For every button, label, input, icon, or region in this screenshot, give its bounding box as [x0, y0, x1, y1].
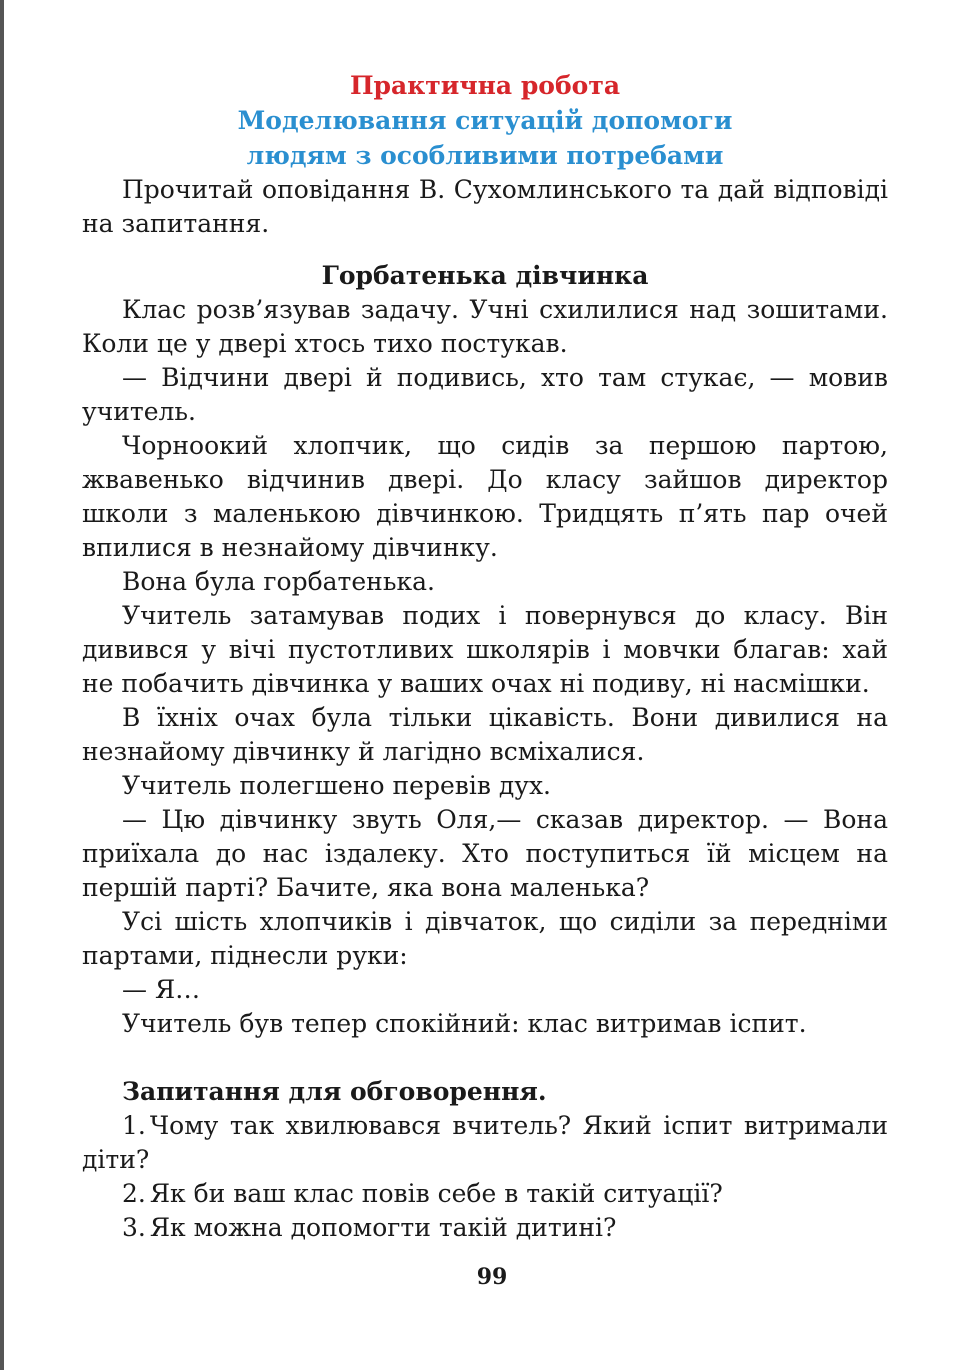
question-text: Чому так хвилювався вчитель? Який іспит витримали діти?	[82, 1111, 888, 1174]
story-paragraph: — Я…	[122, 975, 201, 1004]
question-item	[82, 1211, 888, 1245]
questions-list	[82, 1109, 888, 1245]
story-paragraph: Учитель полегшено перевів дух.	[122, 771, 552, 800]
question-item	[82, 1109, 888, 1177]
page-content	[82, 68, 888, 1245]
story-paragraph: — Цю дівчинку звуть Оля,— сказав директор. — Вона приїхала до нас іздалеку. Хто поступиться їй місцем на першій парті? Бачите, яка вона маленька?	[82, 805, 888, 902]
story-paragraph: Клас розв’язував задачу. Учні схилилися над зошитами. Коли це у двері хтось тихо постукав.	[82, 295, 888, 358]
story-text	[82, 293, 888, 1041]
story-paragraph: Учитель затамував подих і повернувся до класу. Він дивився у вічі пустотливих школярів і мовчки благав: хай не побачить дівчинка у ваших очах ні подиву, ні насмішки.	[82, 601, 888, 698]
question-text: Як можна допомогти такій дитині?	[149, 1213, 617, 1242]
question-text: Як би ваш клас повів себе в такій ситуації?	[149, 1179, 723, 1208]
story-paragraph: Чорноокий хлопчик, що сидів за першою партою, жвавенько відчинив двері. До класу зайшов директор школи з маленькою дівчинкою. Тридцять п’ять пар очей впилися в незнайому дівчинку.	[82, 431, 888, 562]
story-paragraph: В їхніх очах була тільки цікавість. Вони дивилися на незнайому дівчинку й лагідно всміхалися.	[82, 703, 888, 766]
story-paragraph: — Відчини двері й подивись, хто там стукає, — мовив учитель.	[82, 363, 888, 426]
questions-title: Запитання для обговорення.	[122, 1077, 547, 1106]
story-title: Горбатенька дівчинка	[321, 261, 649, 290]
page-number: 99	[476, 1264, 508, 1290]
topic-title-line-1: Моделювання ситуацій допомоги	[237, 106, 733, 135]
story-paragraph: Усі шість хлопчиків і дівчаток, що сиділи за передніми партами, піднесли руки:	[82, 907, 888, 970]
intro-instruction: Прочитай оповідання В. Сухомлинського та дай відповіді на запитання.	[82, 175, 888, 238]
question-number: 3.	[122, 1213, 146, 1242]
story-paragraph: Вона була горбатенька.	[122, 567, 435, 596]
topic-title-line-2: людям з особливими потребами	[246, 141, 724, 170]
story-paragraph: Учитель був тепер спокійний: клас витримав іспит.	[122, 1009, 807, 1038]
practical-work-label: Практична робота	[349, 71, 621, 100]
question-number: 1.	[122, 1111, 146, 1140]
question-item	[82, 1177, 888, 1211]
question-number: 2.	[122, 1179, 146, 1208]
section-heading	[82, 68, 888, 173]
